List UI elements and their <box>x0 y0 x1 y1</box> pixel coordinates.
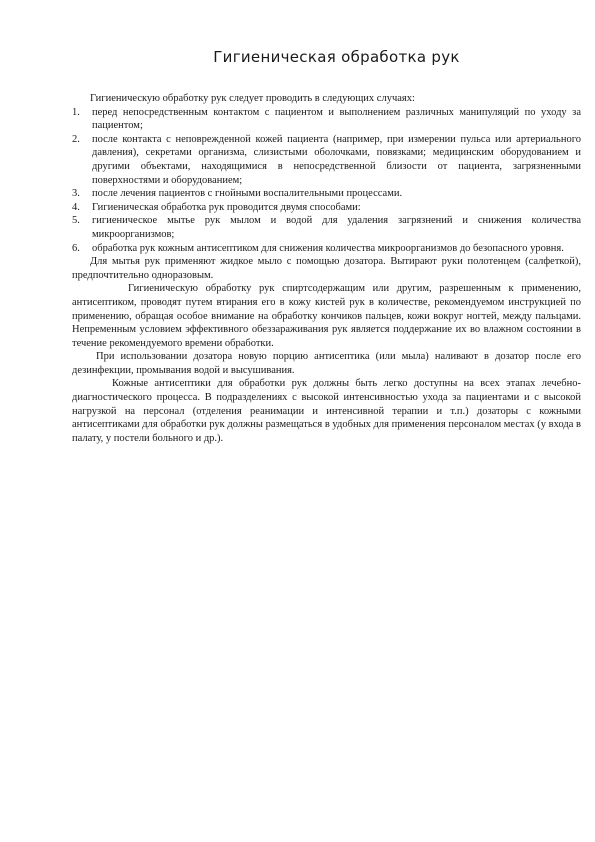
list-item-text: гигиеническое мытье рук мылом и водой для удаления загрязнений и снижения количества микроорганизмов; <box>92 215 581 240</box>
list-item <box>72 187 581 201</box>
document-body <box>72 92 581 445</box>
list-item <box>72 106 581 133</box>
intro-text: Гигиеническую обработку рук следует проводить в следующих случаях: <box>90 93 415 104</box>
list-item-text: перед непосредственным контактом с пациентом и выполнением различных манипуляций по уходу за пациентом; <box>92 106 581 132</box>
list-number: 5. <box>72 215 80 227</box>
list-item <box>72 133 581 187</box>
paragraph-liquid-soap: Для мытья рук применяют жидкое мыло с помощью дозатора. Вытирают руки полотенцем (салфеткой), предпочтительно одноразовым. <box>72 256 581 281</box>
list-item-text: после контакта с неповрежденной кожей пациента (например, при измерении пульса или артериального давления), секретами организма, слизистыми оболочками, повязками; медицинским оборудованием и другими объектами, находящимися в непосредственной близости от пациента, загрязненными поверхностями и оборудованием; <box>92 133 581 186</box>
page-title: Гигиеническая обработка рук <box>213 48 460 66</box>
paragraph-availability: Кожные антисептики для обработки рук должны быть легко доступны на всех этапах лечебно-диагностического процесса. В подразделениях с высокой интенсивностью ухода за пациентами и с высокой нагрузкой на персонал (отделения реанимации и интенсивной терапии и т.п.) дозаторы с кожными антисептиками для обработки рук должны размещаться в удобных для применения персоналом местах (у входа в палату, у постели больного и др.). <box>72 378 581 444</box>
list-number: 6. <box>72 242 80 254</box>
list-number: 4. <box>72 201 80 213</box>
list-item-text: Гигиеническая обработка рук проводится двумя способами: <box>92 201 361 213</box>
list-number: 1. <box>72 106 80 118</box>
paragraph-dispenser: При использовании дозатора новую порцию антисептика (или мыла) наливают в дозатор после его дезинфекции, промывания водой и высушивания. <box>72 351 581 376</box>
paragraph-antiseptic-procedure: Гигиеническую обработку рук спиртсодержащим или другим, разрешенным к применению, антисептиком, проводят путем втирания его в кожу кистей рук в количестве, рекомендуемом инструкцией по применению, обращая особое внимание на обработку кончиков пальцев, кожи вокруг ногтей, между пальцами. Непременным условием эффективного обеззараживания рук является поддержание их во влажном состоянии в течение рекомендуемого времени обработки. <box>72 283 581 349</box>
list-number: 3. <box>72 188 80 200</box>
list-item-text: обработка рук кожным антисептиком для снижения количества микроорганизмов до безопасного уровня. <box>92 242 564 254</box>
list-item <box>72 214 581 241</box>
list-item <box>72 201 581 215</box>
list-number: 2. <box>72 133 80 145</box>
cases-list <box>72 106 581 256</box>
list-item-text: после лечения пациентов с гнойными воспалительными процессами. <box>92 188 403 200</box>
list-item <box>72 242 581 256</box>
